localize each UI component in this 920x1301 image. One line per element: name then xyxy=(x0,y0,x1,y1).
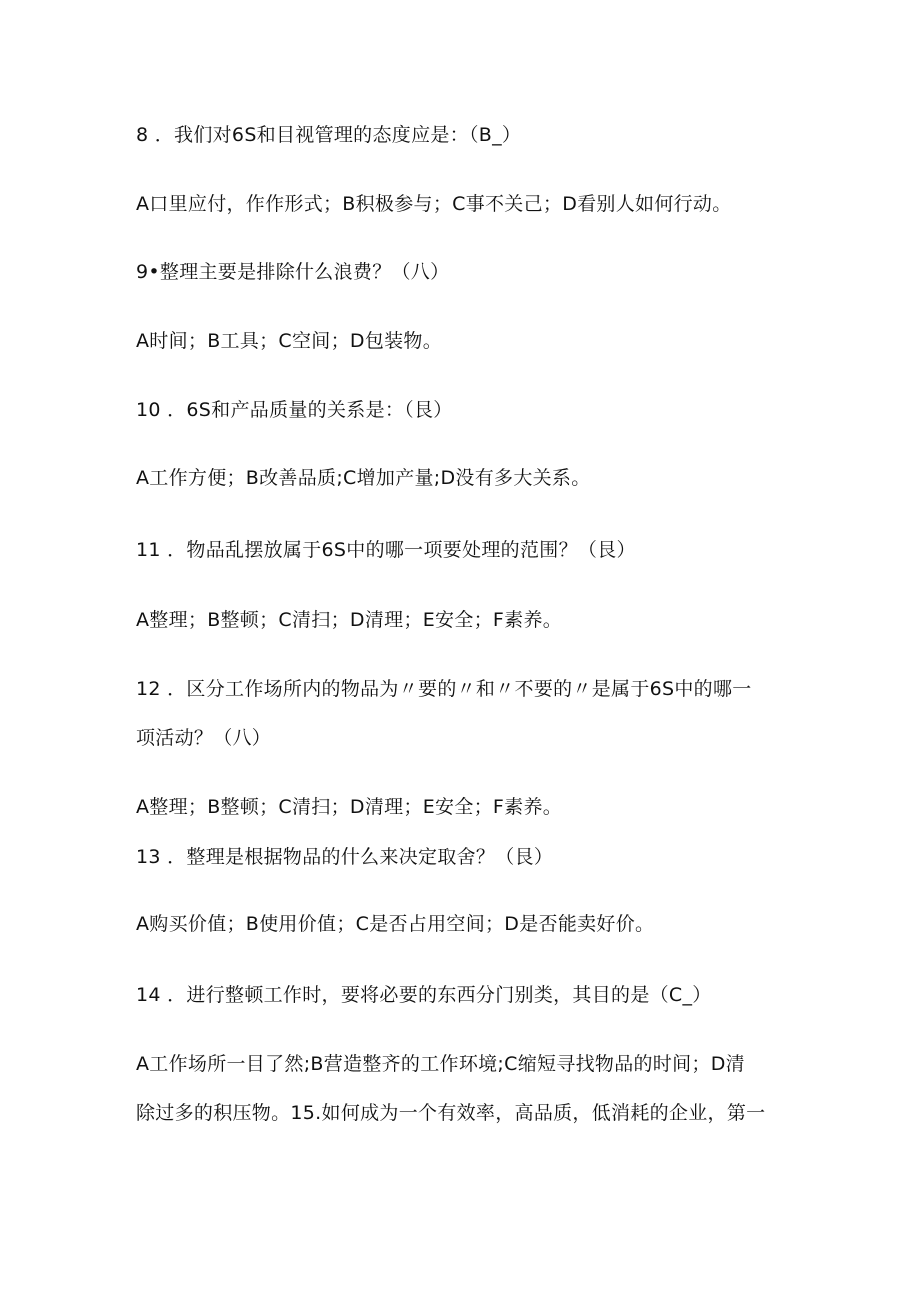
answer-options-13: A购买价值；B使用价值；C是否占用空间；D是否能卖好价。 xyxy=(136,913,655,935)
question-10: 10 ．6S和产品质量的关系是：（艮） xyxy=(136,399,453,421)
answer-options-14: A工作场所一目了然;B营造整齐的工作环境;C缩短寻找物品的时间；D清 xyxy=(136,1053,745,1075)
question-11: 11 ．物品乱摆放属于6S中的哪一项要处理的范围？（艮） xyxy=(136,539,636,561)
answer-options-8: A口里应付，作作形式；B积极参与；C事不关己；D看别人如何行动。 xyxy=(136,193,732,215)
question-8: 8 ．我们对6S和目视管理的态度应是：（B_） xyxy=(136,124,522,146)
question-9: 9•整理主要是排除什么浪费？（八） xyxy=(136,261,450,283)
answer-options-10: A工作方便；B改善品质;C增加产量;D没有多大关系。 xyxy=(136,467,591,489)
answer-options-9: A时间；B工具；C空间；D包装物。 xyxy=(136,330,443,352)
question-14: 14 ．进行整顿工作时，要将必要的东西分门别类，其目的是（C_） xyxy=(136,984,712,1006)
answer-options-14-continued: 除过多的积压物。15.如何成为一个有效率，高品质，低消耗的企业，第一 xyxy=(136,1102,766,1124)
question-13: 13 ．整理是根据物品的什么来决定取舍？（艮） xyxy=(136,846,554,868)
answer-options-11: A整理；B整顿；C清扫；D清理；E安全；F素养。 xyxy=(136,609,563,631)
question-12-continued: 项活动？（八） xyxy=(136,727,272,749)
answer-options-12: A整理；B整顿；C清扫；D清理；E安全；F素养。 xyxy=(136,796,563,818)
question-12: 12 ．区分工作场所内的物品为〃要的〃和〃不要的〃是属于6S中的哪一 xyxy=(136,678,752,700)
